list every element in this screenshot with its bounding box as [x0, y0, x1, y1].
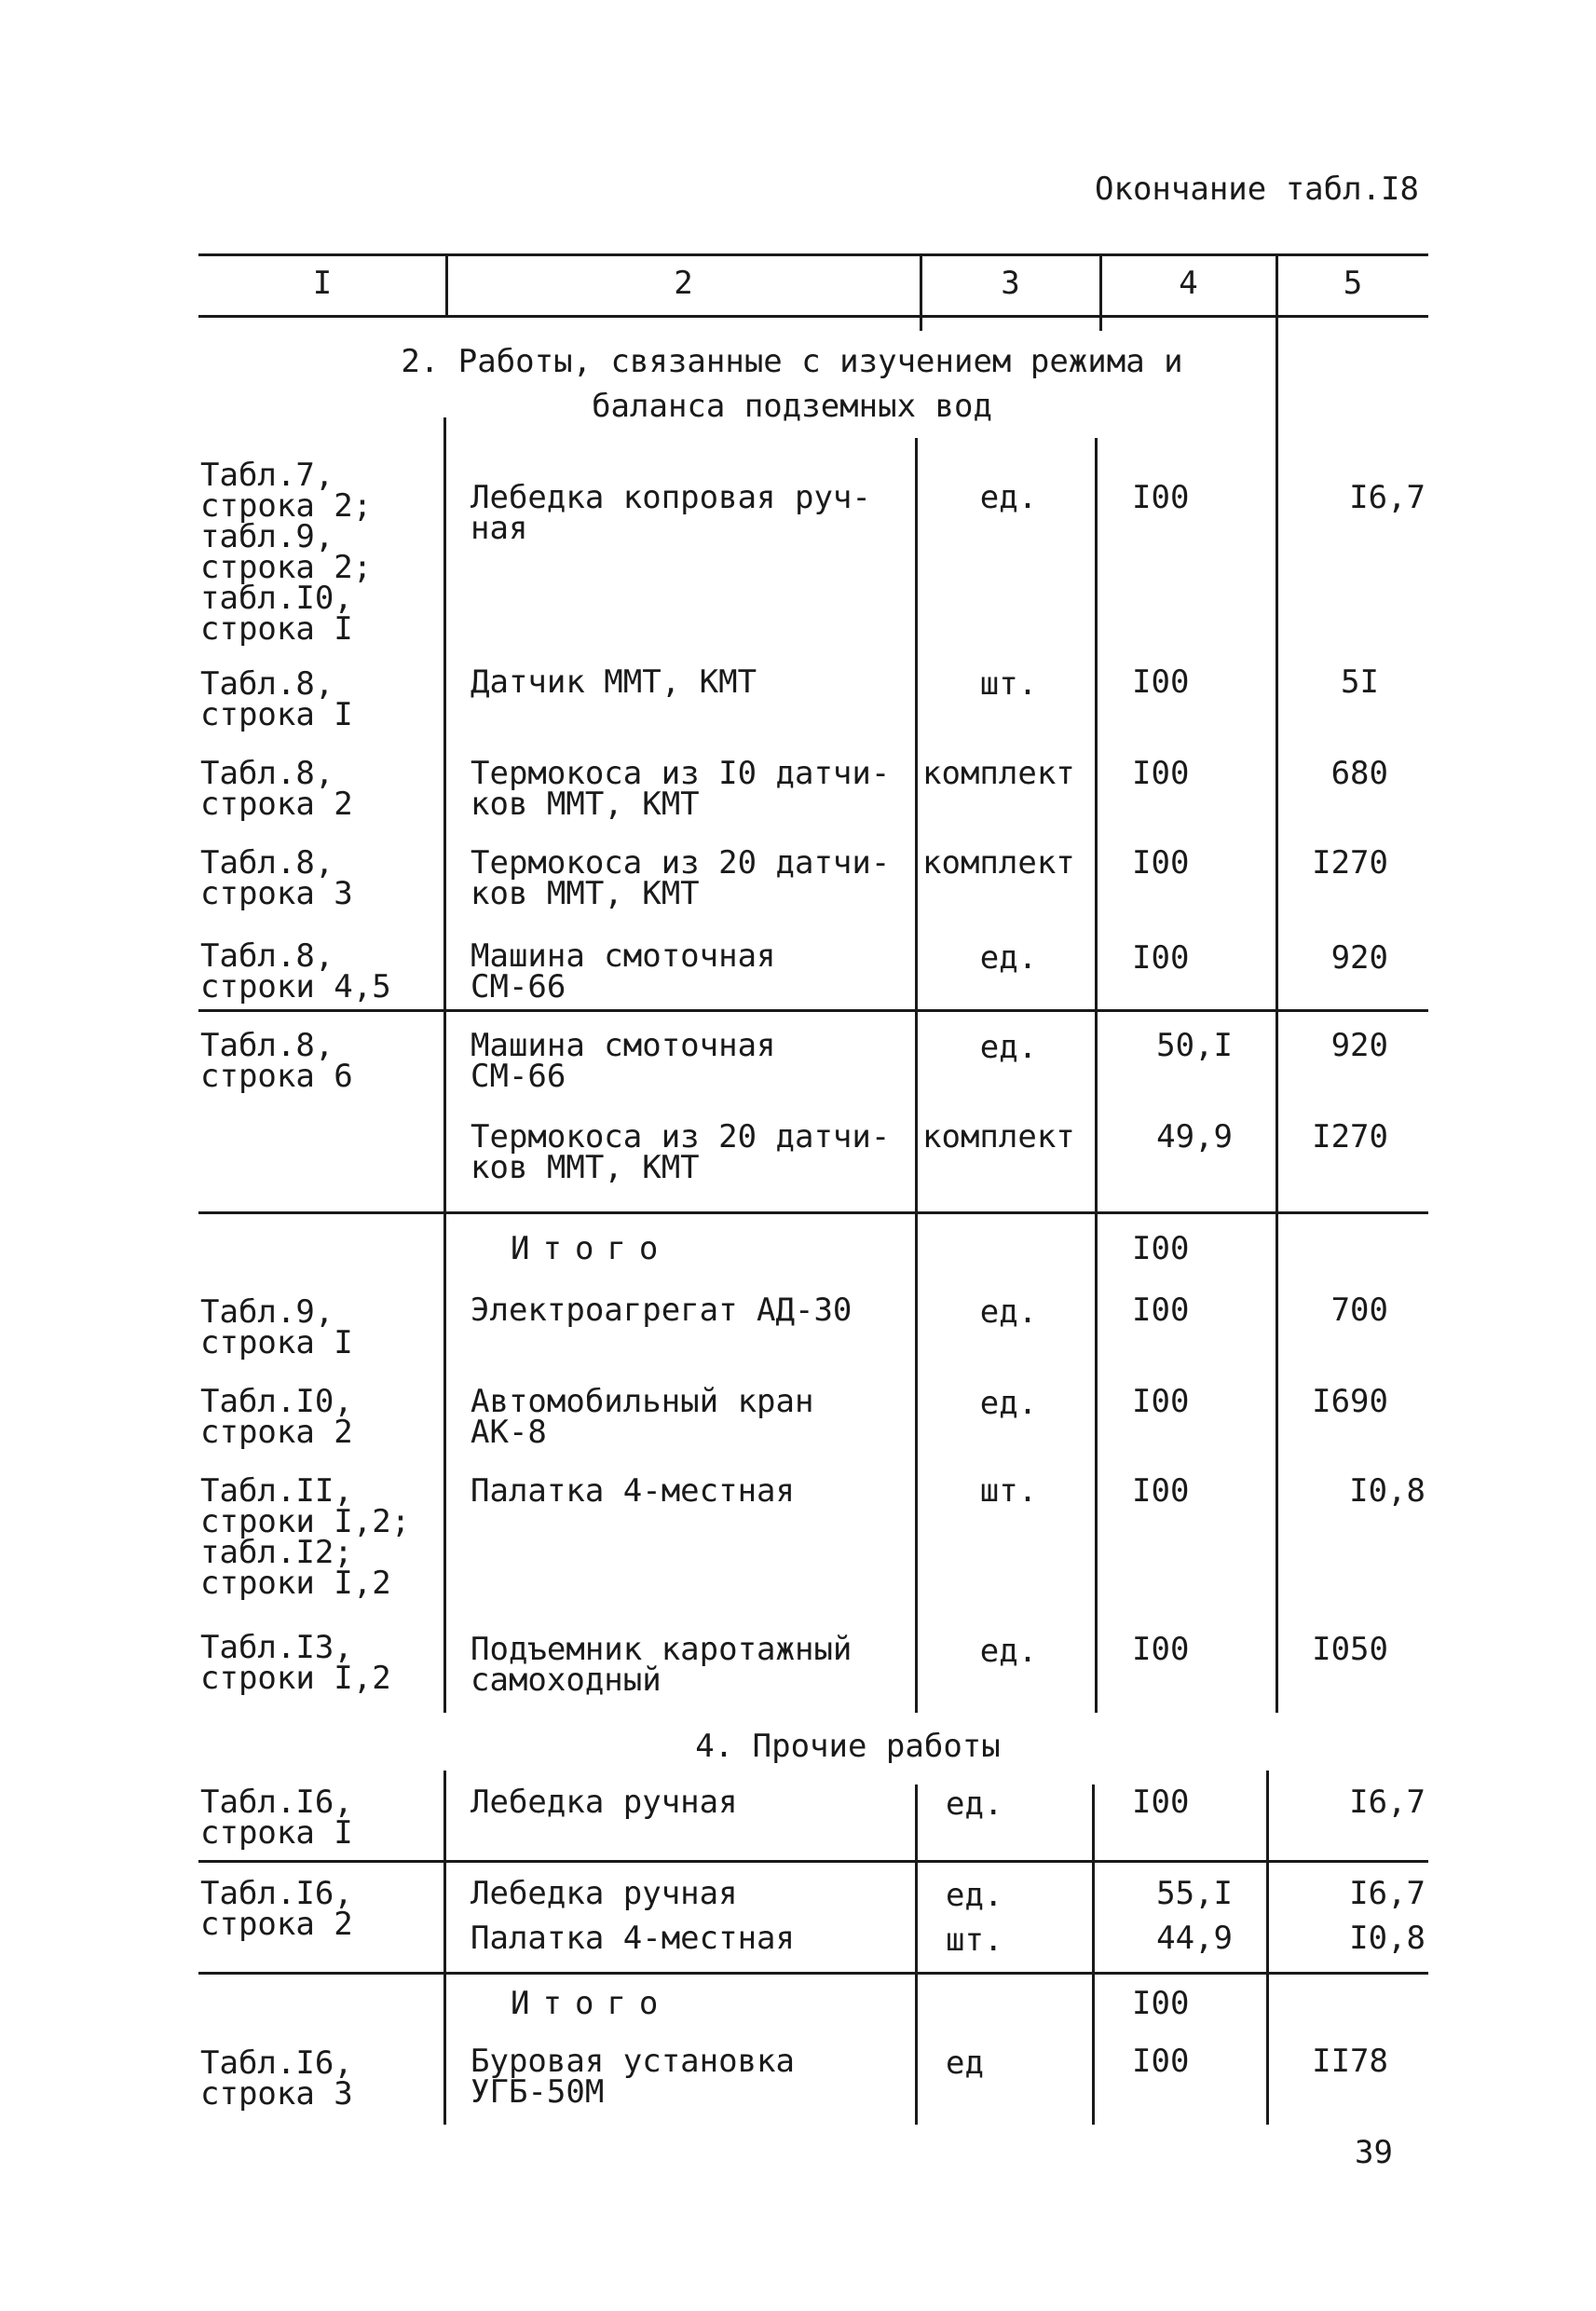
- row-percent: 44,9: [1156, 1920, 1233, 1957]
- column-divider: [1092, 1785, 1095, 2125]
- row-unit: ед.: [979, 1385, 1038, 1422]
- row-unit: ед.: [979, 1029, 1038, 1066]
- row-unit: ед.: [979, 1293, 1038, 1331]
- row-percent: 49,9: [1156, 1118, 1233, 1156]
- header-bottom-rule: [198, 315, 1428, 318]
- row-ref: Табл.8, строка 3: [200, 844, 353, 912]
- row-ref: Табл.9, строка I: [200, 1293, 353, 1361]
- row-value: 920: [1330, 939, 1388, 977]
- row-ref: Табл.I0, строка 2: [200, 1383, 353, 1451]
- row-ref: Табл.I3, строки I,2: [200, 1629, 391, 1697]
- row-unit: ед.: [979, 1633, 1038, 1670]
- row-value: I6,7: [1349, 1784, 1425, 1821]
- row-unit: ед.: [946, 1785, 1003, 1823]
- header-cell: 4: [1179, 265, 1198, 302]
- row-unit: шт.: [979, 665, 1038, 703]
- page-number: 39: [1355, 2134, 1393, 2171]
- row-percent: I00: [1132, 1472, 1190, 1510]
- group-rule: [198, 1009, 1428, 1012]
- row-value: I050: [1312, 1631, 1388, 1668]
- row-name: Машина смоточная СМ-66: [471, 937, 776, 1005]
- group-rule: [198, 1211, 1428, 1214]
- column-divider: [443, 417, 446, 1713]
- row-value: I0,8: [1349, 1472, 1425, 1510]
- group-rule: [198, 1860, 1428, 1863]
- column-divider: [915, 438, 918, 1713]
- row-name: Термокоса из I0 датчи- ков ММТ, КМТ: [471, 755, 891, 823]
- row-unit: шт.: [946, 1921, 1003, 1959]
- row-value: 5I: [1341, 663, 1379, 701]
- row-percent: I00: [1132, 755, 1190, 792]
- row-percent: 50,I: [1156, 1027, 1233, 1064]
- table-top-rule: [198, 253, 1428, 256]
- row-percent: I00: [1132, 1784, 1190, 1821]
- row-value: I270: [1312, 844, 1388, 882]
- section-title: баланса подземных вод: [592, 388, 992, 425]
- total-label: Итого: [511, 1985, 672, 2022]
- column-divider: [1266, 1771, 1269, 2125]
- row-name: Датчик ММТ, КМТ: [471, 663, 757, 701]
- row-unit: шт.: [979, 1472, 1038, 1510]
- row-name: Подъемник каротажный самоходный: [471, 1631, 853, 1699]
- row-ref: Табл.8, строка 6: [200, 1027, 353, 1095]
- row-percent: I00: [1132, 844, 1190, 882]
- row-name: Машина смоточная СМ-66: [471, 1027, 776, 1095]
- row-name: Термокоса из 20 датчи- ков ММТ, КМТ: [471, 844, 891, 912]
- row-value: 680: [1330, 755, 1388, 792]
- column-divider: [1095, 438, 1098, 1713]
- row-value: 920: [1330, 1027, 1388, 1064]
- row-percent: I00: [1132, 1985, 1190, 2022]
- row-percent: I00: [1132, 2043, 1190, 2080]
- row-unit: ед.: [979, 479, 1038, 516]
- row-value: I0,8: [1349, 1920, 1425, 1957]
- row-name: Лебедка ручная: [471, 1784, 738, 1821]
- total-label: Итого: [511, 1230, 672, 1267]
- row-ref: Табл.II, строки I,2; табл.I2; строки I,2: [200, 1472, 411, 1602]
- row-name: Палатка 4-местная: [471, 1920, 795, 1957]
- row-value: I6,7: [1349, 479, 1425, 516]
- row-unit: комплект: [922, 1118, 1075, 1156]
- section-title: 2. Работы, связанные с изучением режима и: [401, 343, 1183, 380]
- row-ref: Табл.8, строка I: [200, 665, 353, 733]
- row-percent: I00: [1132, 1383, 1190, 1420]
- row-value: I690: [1312, 1383, 1388, 1420]
- row-name: Автомобильный кран АК-8: [471, 1383, 814, 1451]
- row-unit: комплект: [922, 755, 1075, 792]
- row-name: Лебедка копровая руч- ная: [471, 479, 871, 547]
- column-divider: [443, 1771, 446, 2125]
- header-cell: 5: [1343, 265, 1363, 302]
- row-unit: комплект: [922, 844, 1075, 882]
- row-ref: Табл.7, строка 2; табл.9, строка 2; табл.I0, строка I: [200, 457, 373, 648]
- row-value: 700: [1330, 1292, 1388, 1329]
- row-percent: I00: [1132, 1631, 1190, 1668]
- row-name: Лебедка ручная: [471, 1875, 738, 1912]
- row-ref: Табл.I6, строка 2: [200, 1875, 353, 1943]
- row-name: Электроагрегат АД-30: [471, 1292, 853, 1329]
- row-unit: ед.: [979, 939, 1038, 977]
- table-caption: Окончание табл.I8: [1095, 171, 1419, 208]
- header-cell: 3: [1001, 265, 1020, 302]
- row-name: Буровая установка УГБ-50М: [471, 2043, 795, 2111]
- header-cell: 2: [674, 265, 693, 302]
- row-value: II78: [1312, 2043, 1388, 2080]
- row-percent: I00: [1132, 479, 1190, 516]
- row-value: I6,7: [1349, 1875, 1425, 1912]
- row-name: Термокоса из 20 датчи- ков ММТ, КМТ: [471, 1118, 891, 1186]
- row-percent: 55,I: [1156, 1875, 1233, 1912]
- section-title: 4. Прочие работы: [695, 1728, 1001, 1765]
- column-divider: [915, 1785, 918, 2125]
- header-cell: I: [312, 265, 333, 302]
- row-percent: I00: [1132, 939, 1190, 977]
- row-name: Палатка 4-местная: [471, 1472, 795, 1510]
- row-percent: I00: [1132, 663, 1190, 701]
- row-ref: Табл.I6, строка 3: [200, 2044, 353, 2113]
- row-percent: I00: [1132, 1230, 1190, 1267]
- row-value: I270: [1312, 1118, 1388, 1156]
- row-ref: Табл.8, строки 4,5: [200, 937, 391, 1005]
- row-percent: I00: [1132, 1292, 1190, 1329]
- group-rule: [198, 1972, 1428, 1975]
- row-ref: Табл.I6, строка I: [200, 1784, 353, 1852]
- row-ref: Табл.8, строка 2: [200, 755, 353, 823]
- row-unit: ед.: [946, 1877, 1003, 1914]
- row-unit: ед: [946, 2044, 984, 2082]
